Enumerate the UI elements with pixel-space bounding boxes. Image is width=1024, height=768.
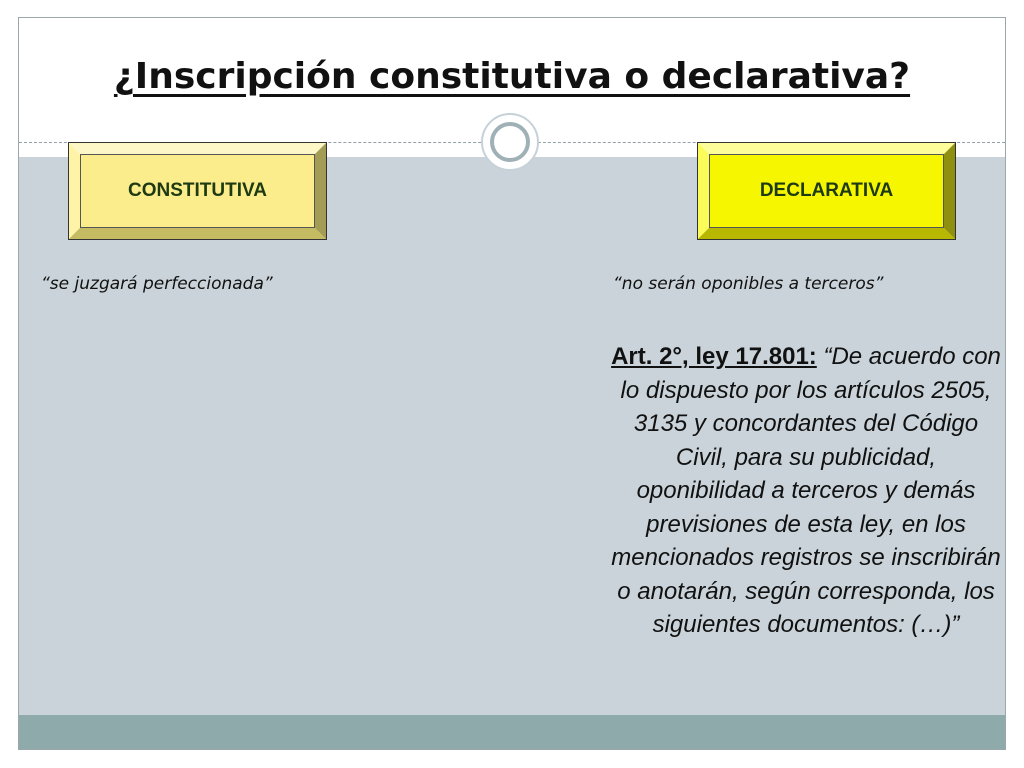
declarativa-label: DECLARATIVA [709, 154, 944, 228]
article-quote-block [611, 340, 1001, 642]
constitutiva-label: CONSTITUTIVA [80, 154, 315, 228]
declarativa-quote: “no serán oponibles a terceros” [613, 274, 884, 294]
article-text: “De acuerdo con lo dispuesto por los artículos 2505, 3135 y concordantes del Código Civil, para su publicidad, oponibilidad a terceros y demás previsiones de esta ley, en los mencionados registros se inscribirán o anotarán, según corresponda, los siguientes documentos: (…)” [611, 343, 1001, 638]
slide-frame [18, 17, 1006, 750]
decorative-ring [490, 122, 530, 162]
constitutiva-box [68, 142, 327, 240]
constitutiva-quote: “se juzgará perfeccionada” [41, 274, 273, 294]
declarativa-box [697, 142, 956, 240]
slide-title: ¿Inscripción constitutiva o declarativa? [113, 56, 911, 97]
decorative-circle-icon [481, 113, 539, 171]
footer-band [19, 715, 1005, 749]
article-reference: Art. 2°, ley 17.801: [611, 343, 817, 370]
